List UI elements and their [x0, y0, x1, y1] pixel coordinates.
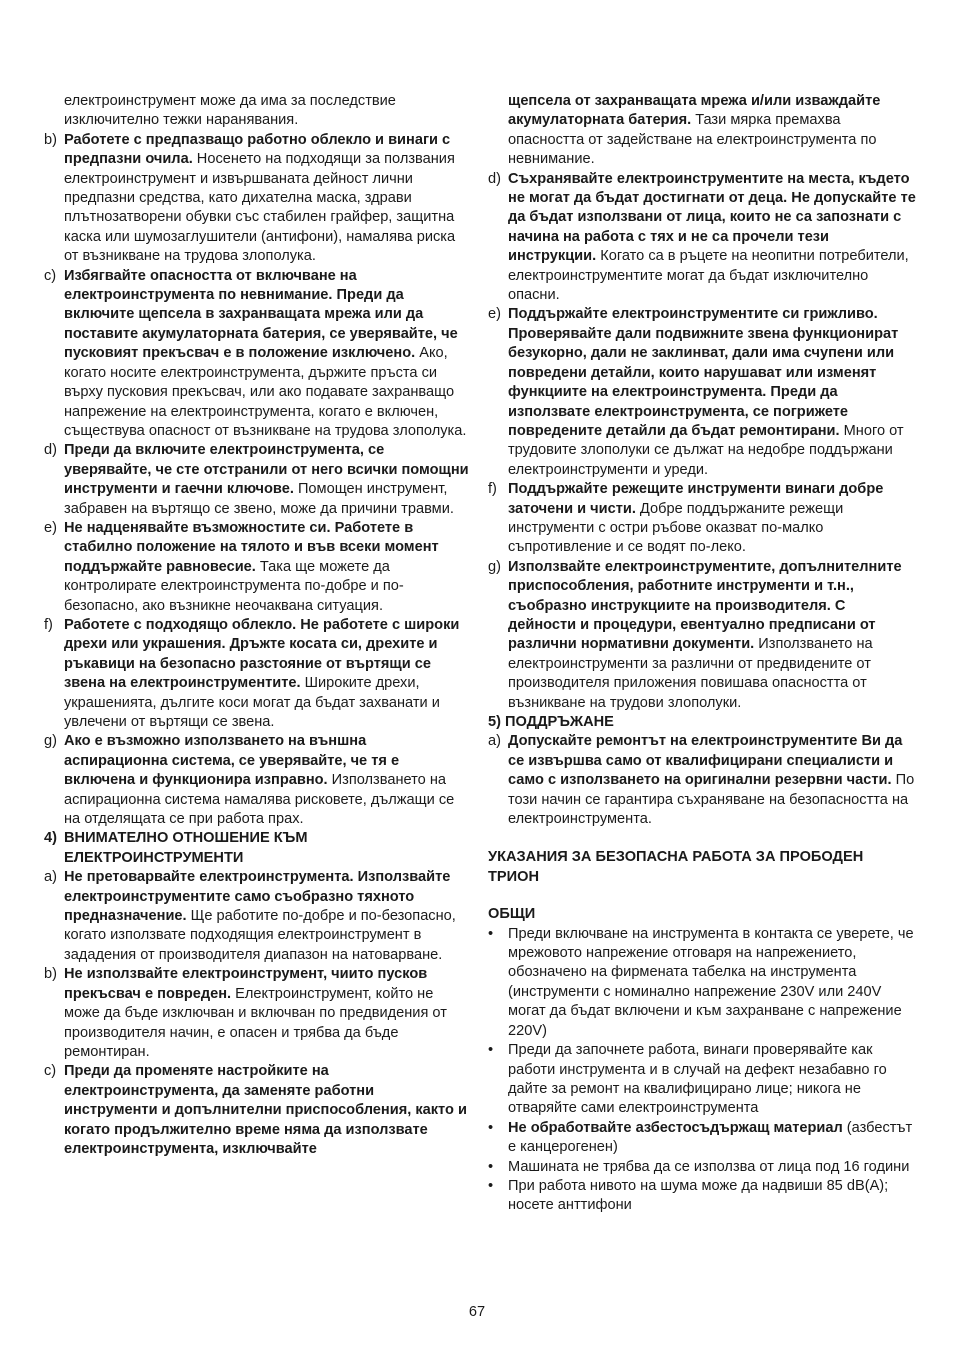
list-item-text: Добре поддържаните режещи инструменти с остри ръбове оказват по-малко съпротивление и се водят по-леко. [508, 500, 844, 556]
list-item-marker: e) [488, 306, 501, 323]
bullet-text: (азбестът е канцерогенен) [508, 1119, 913, 1156]
list-item-text: Електроинструмент, който не може да бъде изключван и включван по предвидения от производителя начин, е опасен и трябва да бъде ремонтиран. [64, 985, 447, 1060]
list-item [44, 441, 469, 519]
list-item [488, 558, 916, 713]
list-item-marker: a) [488, 733, 501, 750]
list-item-bold-text: Допускайте ремонтът на електроинструментите Ви да се извършва само от квалифицирани специалисти и само с използването на оригинални резервни части. [508, 733, 903, 789]
list-item-bold-text: Работете с предпазващо работно облекло и винаги с предпазни очила. [64, 131, 451, 168]
list-item-marker: c) [44, 267, 57, 284]
list-item [44, 267, 469, 442]
list-item-marker: d) [44, 442, 57, 459]
list-item [44, 732, 469, 829]
section-5-heading: 5) ПОДДРЪЖАНЕ [488, 714, 614, 730]
list-item [44, 965, 469, 1062]
list-item-marker: d) [488, 170, 501, 187]
right-continuation-bold: щепсела от захранващата мрежа и/или изваждайте акумулаторната батерия. [508, 93, 881, 129]
list-item-body [508, 480, 916, 558]
list-item-marker: a) [44, 869, 57, 886]
left-items-after [44, 868, 469, 1159]
list-item-marker: b) [44, 131, 57, 148]
list-item-bold-text: Не използвайте електроинструмент, чиито пусков прекъсвач е повреден. [64, 966, 428, 1002]
list-item-bold-text: Избягвайте опасността от включване на електроинструмента по невнимание. Преди да включите щепсела в захранващата мрежа или да поставите акумулаторната батерия, се уверявайте, че пусковият прекъсвач е в положение изключено. [64, 267, 458, 362]
bullet-body [508, 1158, 916, 1177]
bullet-icon: • [488, 1177, 494, 1194]
list-item-body [64, 965, 469, 1062]
list-item-marker: e) [44, 519, 57, 536]
list-item [44, 131, 469, 267]
bullet-body [508, 1041, 916, 1119]
list-item-body [64, 519, 469, 616]
list-item-text: Помощен инструмент, забравен на въртящо се звено, може да причини травми. [64, 481, 454, 517]
list-item-bold-text: Не надценявайте възможностите си. Работете в стабилно положение на тялото и във всеки момент поддържайте равновесие. [64, 519, 439, 575]
section-5-items [488, 732, 916, 829]
right-column [488, 92, 916, 1216]
bullet-icon: • [488, 1119, 494, 1136]
list-item-bold-text: Преди да променяте настройките на електроинструмента, да заменяте работни инструменти и допълнителни приспособления, както и когато продължително време няма да използвате електроинструмента, изключвайте [64, 1063, 467, 1157]
list-item-body [64, 616, 469, 732]
bullet-item [488, 1158, 916, 1177]
bullet-bold-text: Не обработвайте азбестосъдържащ материал [508, 1119, 843, 1136]
page-number: 67 [468, 1304, 486, 1320]
list-item-bold-text: Преди да включите електроинструмента, се уверявайте, че сте отстранили от него всички помощни инструменти и гаечни ключове. [64, 442, 469, 498]
bullet-item [488, 1041, 916, 1119]
bullet-text: Преди да започнете работа, винаги проверявайте как работи инструмента и в случай на дефект незабавно го дайте за ремонт на квалифицирано лице; никога не отваряйте сами електроинструмента [508, 1042, 887, 1117]
list-item-text: Използването на електроинструменти за различни от предвидените от производителя приложения повишава опасността от възникване на трудови злополуки. [508, 636, 873, 711]
list-item-marker: g) [488, 558, 501, 575]
list-item-text: Така ще можете да контролирате електроинструмента по-добре и по-безопасно, ако възникне неочаквана ситуация. [64, 558, 404, 614]
list-item-text: Когато са в ръцете на неопитни потребители, електроинструментите могат да бъдат изключително опасни. [508, 248, 909, 304]
list-item-text: Ако, когато носите електроинструмента, държите пръста си върху пусковия прекъсвач, или ако подавате захранващо напрежение на електроинструмента, когато е включен, съществува опасност от възникване на трудова злополука. [64, 345, 467, 439]
list-item-bold-text: Използвайте електроинструментите, допълнителните приспособления, работните инструменти и т.н., съобразно инструкциите на производителя. С дейности и процедури, евентуално предписани от различни нормативни документи. [508, 558, 902, 653]
bullet-icon: • [488, 1042, 494, 1059]
list-item-body [508, 170, 916, 306]
list-item [44, 868, 469, 965]
list-item-text: Много от трудовите злополуки се дължат на недобре поддържани електроинструменти и уреди. [508, 422, 904, 478]
list-item-bold-text: Работете с подходящо облекло. Не работете с широки дрехи или украшения. Дръжте косата си, дрехите и ръкавици на безопасно разстояние от въртящи се звена на електроинструментите. [64, 616, 460, 692]
list-item [488, 480, 916, 558]
right-continuation-paragraph [488, 92, 916, 170]
bullet-body [508, 1119, 916, 1158]
right-items [488, 170, 916, 713]
safety-instructions-title: УКАЗАНИЯ ЗА БЕЗОПАСНА РАБОТА ЗА ПРОБОДЕН ТРИОН [488, 849, 864, 885]
list-item-text: Широките дрехи, украшенията, дългите коси могат да бъдат захванати и увлечени от въртящи се звена. [64, 675, 440, 730]
list-item [44, 1062, 469, 1159]
list-item-body [508, 732, 916, 829]
list-item [44, 519, 469, 616]
list-item-text: Ще работите по-добре и по-безопасно, когато използвате подходящия електроинструмент в зададения от производителя диапазон на натоварване. [64, 908, 456, 963]
list-item [488, 170, 916, 306]
left-intro-paragraph: електроинструмент може да има за последствие изключително тежки наранявания. [64, 93, 396, 129]
list-item-body [64, 1062, 469, 1159]
list-item-bold-text: Ако е възможно използването на външна аспирационна система, се уверявайте, че тя е включена и функционира изправно. [64, 733, 400, 789]
bullet-icon: • [488, 925, 494, 942]
list-item-text: По този начин се гарантира съхраняване на безопасността на електроинструмента. [508, 772, 915, 828]
list-item [488, 732, 916, 829]
list-item-bold-text: Съхранявайте електроинструментите на места, където не могат да бъдат достигнати от деца. Не допускайте те да бъдат използвани от лица, които не са запознати с начина на работа с тях и не са прочели тези инструкции. [508, 170, 916, 265]
bullet-text: При работа нивото на шума може да надвиши 85 dB(A); носете анттифони [508, 1177, 889, 1214]
list-item-marker: g) [44, 733, 57, 750]
list-item-body [508, 305, 916, 480]
list-item-body [64, 441, 469, 519]
bullet-item [488, 1177, 916, 1216]
list-item-body [64, 131, 469, 267]
section-4-heading [44, 829, 469, 868]
bullet-icon: • [488, 1158, 494, 1175]
list-item-marker: c) [44, 1063, 57, 1080]
left-column [44, 92, 469, 1159]
bullet-body [508, 1177, 916, 1216]
section-4-number: 4) [44, 830, 57, 847]
list-item-body [64, 868, 469, 965]
list-item-text: Използването на аспирационна система намалява рисковете, дължащи се на отделящата се при работа прах. [64, 772, 455, 828]
left-items-before [44, 131, 469, 830]
section-4-title: ВНИМАТЕЛНО ОТНОШЕНИЕ КЪМ ЕЛЕКТРОИНСТРУМЕНТИ [64, 830, 308, 866]
bullet-text: Преди включване на инструмента в контакта се уверете, че мрежовото напрежение отговаря на напрежението, обозначено на фирмената табелка на инструмента (инструменти с номинално напрежение 230V или 240V могат да бъдат включени и към захранване с напрежение 220V) [508, 925, 914, 1039]
bullet-list [488, 925, 916, 1216]
bullet-item [488, 1119, 916, 1158]
list-item-marker: b) [44, 966, 57, 983]
list-item-marker: f) [488, 481, 497, 498]
list-item [488, 305, 916, 480]
list-item-bold-text: Поддържайте електроинструментите си грижливо. Проверявайте дали подвижните звена функционират безукорно, дали не заклинват, дали има счупени или повредени детайли, които нарушават или изменят функциите на електроинструмента. Преди да използвате електроинструмента, се погрижете повредените детайли да бъдат ремонтирани. [508, 306, 899, 439]
right-continuation-text: Тази мярка премахва опасността от задействане на електроинструмента по невнимание. [508, 112, 877, 168]
bullet-text: Машината не трябва да се използва от лица под 16 години [508, 1158, 910, 1175]
list-item-body [508, 558, 916, 713]
general-subtitle: ОБЩИ [488, 906, 536, 923]
list-item [44, 616, 469, 732]
list-item-body [64, 267, 469, 442]
bullet-body [508, 925, 916, 1041]
list-item-bold-text: Поддържайте режещите инструменти винаги добре заточени и чисти. [508, 481, 884, 517]
list-item-marker: f) [44, 616, 53, 633]
list-item-bold-text: Не претоварвайте електроинструмента. Използвайте електроинструментите само съобразно тяхното предназначение. [64, 869, 451, 925]
list-item-text: Носенето на подходящи за ползвания електроинструмент и извършваната дейност лични предпазни средства, като дихателна маска, здрави плътнозатворени обувки със стабилен грайфер, защитна каска или шумозаглушители (антифони), намалява риска от възникване на трудова злополука. [64, 151, 456, 265]
list-item-body [64, 732, 469, 829]
bullet-item [488, 925, 916, 1041]
